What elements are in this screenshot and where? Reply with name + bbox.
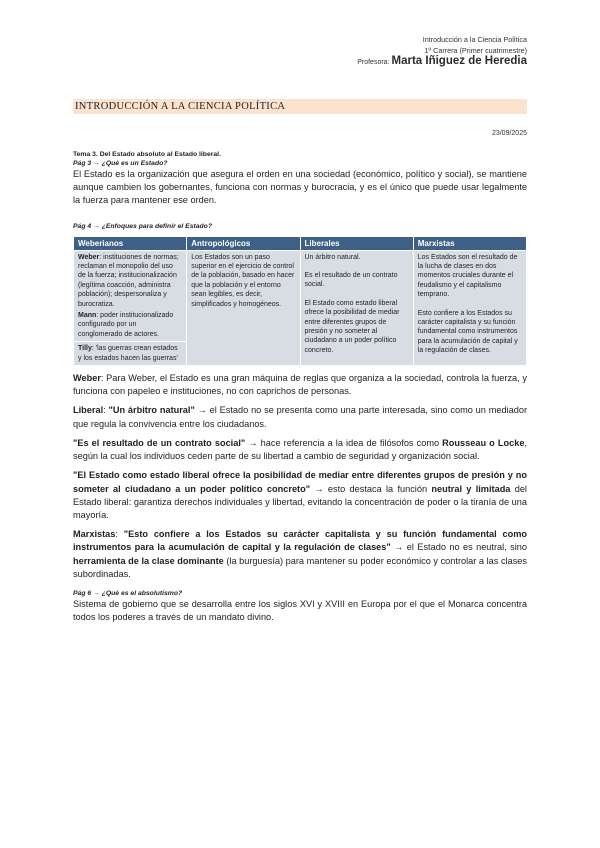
course-name: Introducción a la Ciencia Política	[422, 35, 527, 44]
course-year: 1º Carrera (Primer cuatrimestre)	[424, 46, 527, 55]
weber-para-text: : Para Weber, el Estado es una gran máquina de reglas que organiza a la sociedad, controla la fuerza, y funciona con papeleo e instituciones, no con caprichos de personas.	[73, 373, 527, 397]
marxist-point-1: Los Estados son el resultado de la lucha de clases en dos momentos cruciales durante el feudalismo y el capitalismo temprano.	[417, 253, 518, 299]
document-body	[73, 150, 527, 624]
liberal-point-1: Un árbitro natural.	[304, 253, 361, 261]
absolutism-definition: Sistema de gobierno que se desarrolla entre los siglos XVI y XVIII en Europa por el que el Monarca concentra todos los poderes a través de un mandato divino.	[73, 598, 527, 623]
mann-label: Mann	[78, 312, 97, 320]
contract-para-quote: "Es el resultado de un contrato social"	[73, 437, 246, 448]
marx-para-text1: → el Estado no es neutral, sino	[390, 542, 527, 553]
weber-para-label: Weber	[73, 373, 101, 384]
column-header-weberianos: Weberianos	[74, 236, 187, 250]
marx-para-text2: (la burguesía) para mantener su poder económico y controlar a las clases subordinadas.	[73, 555, 527, 579]
liberal-paragraph: Liberal: "Un árbitro natural" → el Estado no se presenta como una parte interesada, sino como un mediador que regula la convivencia entre los ciudadanos.	[73, 405, 528, 429]
state-definition: El Estado es la organización que asegura el orden en una sociedad (económico, político y social), se mantiene aunque cambien los gobernantes, funciona con normas y burocracia, y es el único que puede usar legalmente la fuerza para mantener ese orden.	[73, 169, 527, 206]
page-reference-6: Pág 6 → ¿Qué es el absolutismo?	[73, 589, 183, 597]
state-para-text2: del Estado liberal: garantiza derechos individuales y libertad, evitando la concentración de poder o la tiranía de una mayoría.	[73, 483, 527, 520]
professor-line	[357, 56, 527, 68]
document-title-bar	[73, 99, 527, 114]
tilly-text: : 'las guerras crean estados y los estados hacen las guerras'	[78, 345, 178, 362]
weber-label: Weber	[78, 253, 100, 261]
marx-para-quote: "Esto confiere a los Estados su carácter capitalista y su función fundamental como instrumentos para la acumulación de capital y la regulación de clases"	[73, 529, 527, 553]
liberal-para-label: Liberal	[73, 405, 104, 416]
marx-para-label: Marxistas	[73, 529, 116, 540]
page-reference-3: Pág 3 → ¿Qué es un Estado?	[73, 160, 168, 167]
marx-para-bold: herramienta de la clase dominante	[73, 555, 224, 566]
cell-tilly	[74, 342, 187, 366]
mann-text: : poder institucionalizado configurado por un conglomerado de actores.	[78, 312, 174, 338]
cell-marxistas	[413, 250, 526, 365]
contract-para-philosophers: Rousseau o Locke	[442, 437, 525, 448]
document-date: 23/09/2025	[491, 130, 527, 137]
approaches-table	[73, 236, 527, 366]
weber-paragraph	[73, 372, 527, 398]
section-title: Tema 3. Del Estado absoluto al Estado liberal.	[73, 151, 221, 158]
contract-para-text1: → hace referencia a la idea de filósofos como	[245, 437, 443, 448]
document-title: INTRODUCCIÓN A LA CIENCIA POLÍTICA	[75, 101, 286, 112]
cell-weber-mann	[74, 250, 187, 342]
weber-text: : instituciones de normas; reclaman el monopolio del uso de la fuerza; institucionalización (legítima coacción, administra población); despersonaliza y burocratiza.	[78, 253, 179, 308]
marxist-point-2: Esto confiere a los Estados su carácter capitalista y su función fundamental como instrumentos para la acumulación de capital y la regulación de clases.	[417, 309, 518, 355]
liberal-state-paragraph	[73, 469, 527, 522]
table-header-row	[74, 236, 527, 250]
liberal-point-3: El Estado como estado liberal ofrece la posibilidad de mediar entre diferentes grupos de presión y no someter al ciudadano a un poder político concreto.	[304, 299, 400, 354]
professor-name: Marta Iñiguez de Heredia	[391, 55, 527, 67]
cell-antropologicos	[187, 250, 300, 365]
liberal-point-2: Es el resultado de un contrato social.	[304, 272, 398, 289]
state-para-quote: "El Estado como estado liberal ofrece la posibilidad de mediar entre diferentes grupos de presión y no someter al ciudadano a un poder político concreto"	[73, 470, 527, 494]
column-header-antropologicos: Antropológicos	[187, 236, 300, 250]
column-header-marxistas: Marxistas	[413, 236, 526, 250]
marxist-paragraph: Marxistas: "Esto confiere a los Estados su carácter capitalista y su función fundamental como instrumentos para la acumulación de capital y la regulación de clases" → el Estado no es neutral, sino herramienta de la clase dominante (la burguesía) para mantener su poder económico y controlar a las clases subordinadas.	[73, 529, 527, 579]
antropo-text: Los Estados son un paso superior en el ejercicio de control de la población, basado en hacer que la población y el entorno sean legibles, es decir, simplificados y homogéneos.	[191, 253, 295, 308]
document-header	[357, 34, 527, 68]
contract-paragraph	[73, 437, 527, 463]
state-para-text1: → esto destaca la función	[310, 483, 432, 494]
tilly-label: Tilly	[78, 345, 92, 353]
page-reference-4: Pág 4 → ¿Enfoques para definir el Estado?	[73, 222, 212, 230]
column-header-liberales: Liberales	[300, 236, 413, 250]
state-para-bold: neutral y limitada	[431, 483, 511, 494]
professor-label: Profesora:	[357, 59, 390, 66]
cell-liberales	[300, 250, 413, 365]
contract-para-text2: , según la cual los individuos ceden parte de su libertad a cambio de seguridad y organización social.	[73, 437, 527, 462]
table-row	[74, 250, 527, 342]
liberal-para-text: → el Estado no se presenta como una parte interesada, sino como un mediador que regula la convivencia entre los ciudadanos.	[73, 405, 528, 429]
liberal-para-quote: "Un árbitro natural"	[108, 405, 195, 416]
